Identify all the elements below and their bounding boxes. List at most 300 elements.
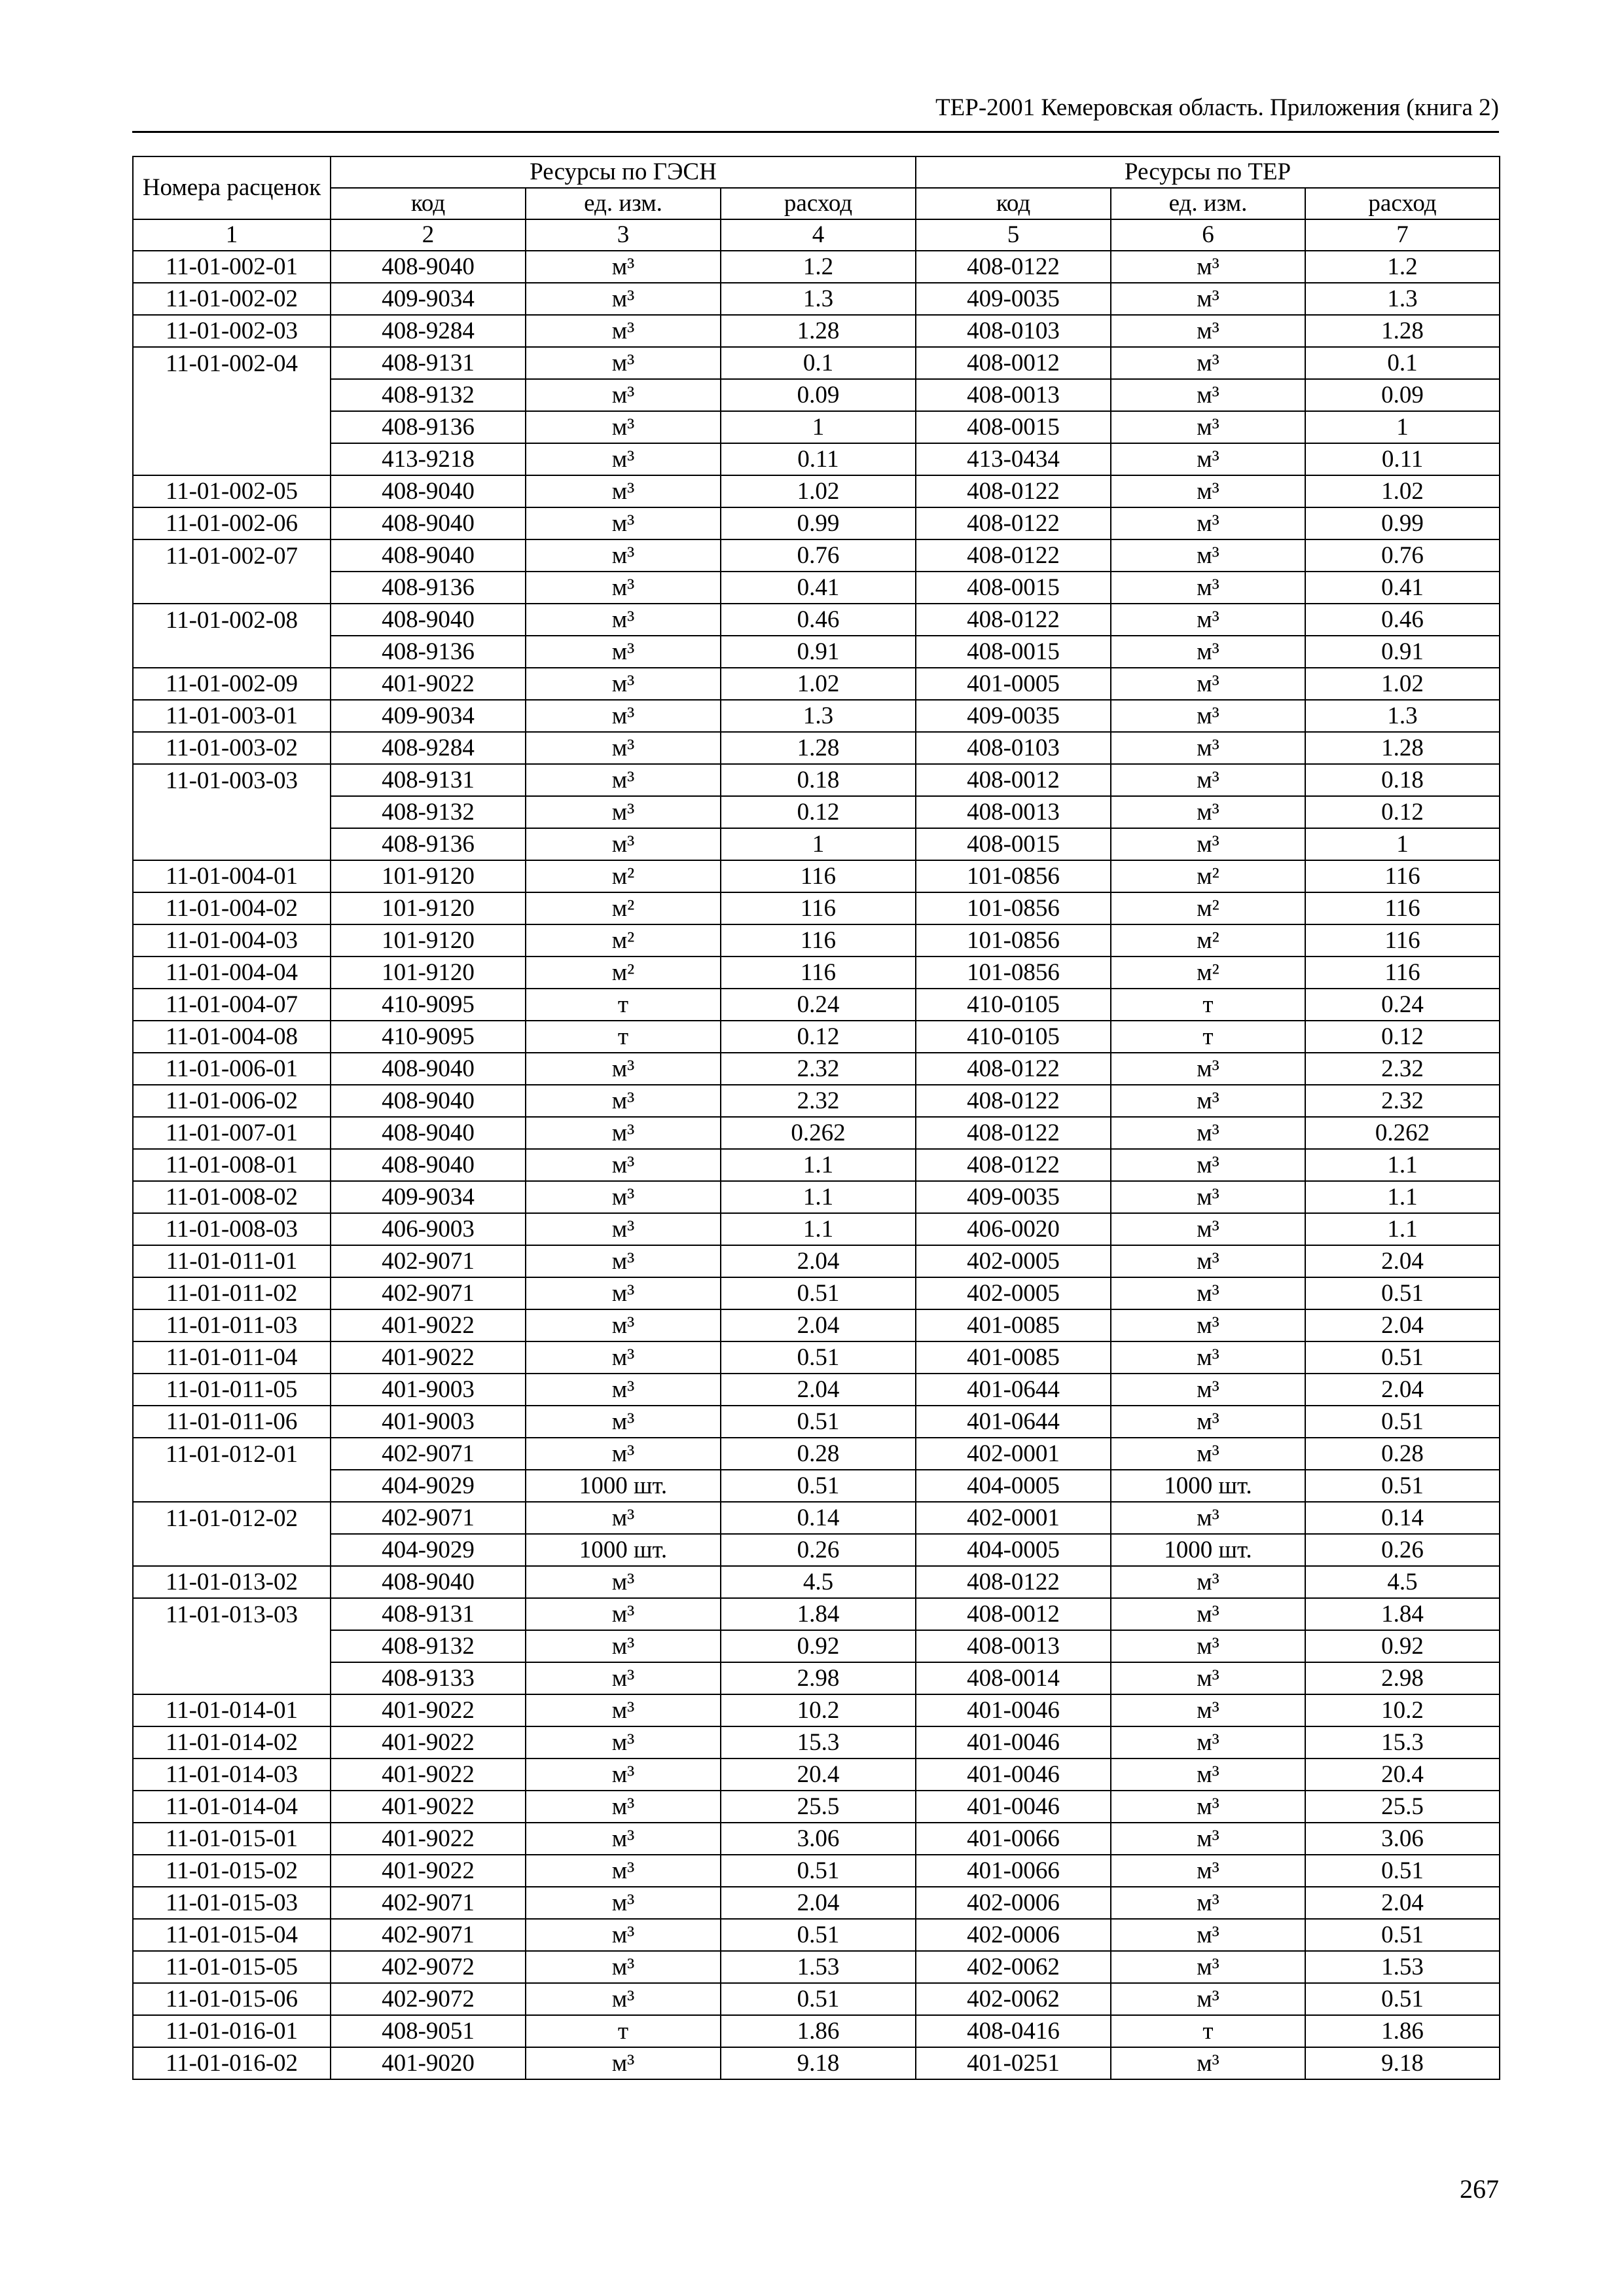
table-row — [133, 379, 1500, 411]
ter-consumption-cell: 2.32 — [1305, 1085, 1500, 1117]
ter-unit-cell: м³ — [1111, 668, 1305, 700]
table-row — [133, 1694, 1500, 1726]
gesn-code-cell: 408-9136 — [331, 572, 526, 604]
ter-unit-cell: м³ — [1111, 700, 1305, 732]
table-row — [133, 539, 1500, 572]
gesn-code-cell: 408-9136 — [331, 636, 526, 668]
gesn-code-cell: 408-9132 — [331, 379, 526, 411]
ter-code-cell: 401-0046 — [916, 1791, 1111, 1823]
rate-number-cell: 11-01-008-03 — [133, 1213, 331, 1245]
table-row — [133, 1438, 1500, 1470]
table-row — [133, 1406, 1500, 1438]
ter-unit-cell: м³ — [1111, 2047, 1305, 2079]
gesn-code-cell: 401-9022 — [331, 1341, 526, 1374]
gesn-consumption-cell: 2.04 — [721, 1245, 916, 1277]
rate-number-cell: 11-01-003-01 — [133, 700, 331, 732]
rate-number-cell: 11-01-004-01 — [133, 860, 331, 892]
ter-consumption-cell: 0.51 — [1305, 1855, 1500, 1887]
gesn-unit-cell: м³ — [526, 1149, 721, 1181]
gesn-unit-cell: м³ — [526, 1374, 721, 1406]
gesn-unit-cell: м³ — [526, 1085, 721, 1117]
rate-number-cell — [133, 796, 331, 828]
rate-number-cell: 11-01-004-04 — [133, 957, 331, 989]
ter-unit-cell: м³ — [1111, 1341, 1305, 1374]
rate-number-cell: 11-01-006-01 — [133, 1053, 331, 1085]
gesn-consumption-cell: 1.1 — [721, 1213, 916, 1245]
gesn-code-cell: 408-9136 — [331, 411, 526, 443]
rate-number-cell — [133, 1534, 331, 1566]
ter-code-cell: 101-0856 — [916, 957, 1111, 989]
rate-number-cell — [133, 379, 331, 411]
table-row — [133, 700, 1500, 732]
ter-code-cell: 404-0005 — [916, 1534, 1111, 1566]
ter-code-cell: 408-0014 — [916, 1662, 1111, 1694]
subheader-ter-consumption: расход — [1305, 188, 1500, 219]
gesn-code-cell: 408-9131 — [331, 764, 526, 796]
ter-unit-cell: м³ — [1111, 1085, 1305, 1117]
gesn-consumption-cell: 0.1 — [721, 347, 916, 379]
gesn-code-cell: 408-9040 — [331, 1566, 526, 1598]
gesn-consumption-cell: 116 — [721, 957, 916, 989]
column-number: 3 — [526, 219, 721, 251]
rate-number-cell: 11-01-002-07 — [133, 539, 331, 572]
rate-number-cell: 11-01-014-02 — [133, 1726, 331, 1758]
gesn-consumption-cell: 1 — [721, 828, 916, 860]
ter-unit-cell: м³ — [1111, 828, 1305, 860]
table-row — [133, 1919, 1500, 1951]
gesn-code-cell: 409-9034 — [331, 700, 526, 732]
table-row — [133, 1823, 1500, 1855]
ter-consumption-cell: 1.3 — [1305, 700, 1500, 732]
ter-consumption-cell: 1.1 — [1305, 1181, 1500, 1213]
gesn-consumption-cell: 0.51 — [721, 1341, 916, 1374]
gesn-consumption-cell: 0.12 — [721, 796, 916, 828]
gesn-unit-cell: м² — [526, 892, 721, 924]
ter-unit-cell: м³ — [1111, 1406, 1305, 1438]
gesn-consumption-cell: 25.5 — [721, 1791, 916, 1823]
ter-code-cell: 408-0013 — [916, 1630, 1111, 1662]
gesn-unit-cell: м² — [526, 957, 721, 989]
gesn-unit-cell: м³ — [526, 1951, 721, 1983]
rate-number-cell — [133, 1662, 331, 1694]
table-row — [133, 283, 1500, 315]
header-ter-resources: Ресурсы по ТЕР — [916, 156, 1500, 188]
ter-code-cell: 408-0122 — [916, 539, 1111, 572]
gesn-code-cell: 408-9136 — [331, 828, 526, 860]
ter-consumption-cell: 116 — [1305, 924, 1500, 957]
ter-unit-cell: м³ — [1111, 1887, 1305, 1919]
ter-code-cell: 408-0122 — [916, 604, 1111, 636]
gesn-code-cell: 408-9040 — [331, 1149, 526, 1181]
gesn-consumption-cell: 1.28 — [721, 732, 916, 764]
table-row — [133, 1887, 1500, 1919]
ter-unit-cell: м³ — [1111, 1598, 1305, 1630]
table-body — [133, 251, 1500, 2079]
ter-consumption-cell: 25.5 — [1305, 1791, 1500, 1823]
gesn-consumption-cell: 0.18 — [721, 764, 916, 796]
rate-number-cell: 11-01-002-04 — [133, 347, 331, 379]
ter-consumption-cell: 0.51 — [1305, 1277, 1500, 1309]
header-rate-numbers: Номера расценок — [133, 156, 331, 219]
ter-code-cell: 408-0015 — [916, 411, 1111, 443]
gesn-code-cell: 401-9003 — [331, 1406, 526, 1438]
ter-consumption-cell: 0.51 — [1305, 1406, 1500, 1438]
ter-unit-cell: м³ — [1111, 443, 1305, 475]
ter-unit-cell: м³ — [1111, 636, 1305, 668]
rate-number-cell: 11-01-015-04 — [133, 1919, 331, 1951]
ter-consumption-cell: 0.91 — [1305, 636, 1500, 668]
rate-number-cell — [133, 443, 331, 475]
gesn-code-cell: 401-9020 — [331, 2047, 526, 2079]
ter-code-cell: 408-0122 — [916, 1085, 1111, 1117]
ter-unit-cell: м³ — [1111, 764, 1305, 796]
ter-unit-cell: т — [1111, 1021, 1305, 1053]
rate-number-cell — [133, 636, 331, 668]
gesn-consumption-cell: 0.51 — [721, 1855, 916, 1887]
gesn-consumption-cell: 116 — [721, 860, 916, 892]
gesn-unit-cell: м³ — [526, 1887, 721, 1919]
ter-consumption-cell: 2.04 — [1305, 1887, 1500, 1919]
gesn-code-cell: 408-9131 — [331, 1598, 526, 1630]
ter-consumption-cell: 0.11 — [1305, 443, 1500, 475]
ter-unit-cell: м³ — [1111, 315, 1305, 347]
gesn-unit-cell: т — [526, 989, 721, 1021]
ter-unit-cell: м³ — [1111, 283, 1305, 315]
gesn-code-cell: 408-9040 — [331, 1085, 526, 1117]
gesn-consumption-cell: 0.41 — [721, 572, 916, 604]
gesn-code-cell: 402-9071 — [331, 1887, 526, 1919]
ter-code-cell: 408-0015 — [916, 636, 1111, 668]
table-row — [133, 411, 1500, 443]
ter-code-cell: 401-0046 — [916, 1694, 1111, 1726]
ter-code-cell: 408-0122 — [916, 1053, 1111, 1085]
ter-consumption-cell: 0.99 — [1305, 507, 1500, 539]
gesn-code-cell: 402-9071 — [331, 1438, 526, 1470]
table-row — [133, 1085, 1500, 1117]
table-row — [133, 507, 1500, 539]
ter-consumption-cell: 0.46 — [1305, 604, 1500, 636]
ter-unit-cell: м³ — [1111, 1983, 1305, 2015]
gesn-unit-cell: м³ — [526, 1181, 721, 1213]
gesn-code-cell: 413-9218 — [331, 443, 526, 475]
gesn-unit-cell: м³ — [526, 315, 721, 347]
rate-number-cell: 11-01-011-04 — [133, 1341, 331, 1374]
ter-unit-cell: м³ — [1111, 251, 1305, 283]
ter-consumption-cell: 0.51 — [1305, 1983, 1500, 2015]
gesn-unit-cell: м³ — [526, 572, 721, 604]
gesn-code-cell: 402-9072 — [331, 1983, 526, 2015]
gesn-code-cell: 101-9120 — [331, 860, 526, 892]
rate-number-cell: 11-01-002-08 — [133, 604, 331, 636]
ter-unit-cell: м³ — [1111, 1823, 1305, 1855]
ter-consumption-cell: 0.76 — [1305, 539, 1500, 572]
rate-number-cell — [133, 1630, 331, 1662]
rate-number-cell: 11-01-002-02 — [133, 283, 331, 315]
rate-number-cell: 11-01-015-06 — [133, 1983, 331, 2015]
ter-code-cell: 401-0251 — [916, 2047, 1111, 2079]
ter-unit-cell: м³ — [1111, 1374, 1305, 1406]
ter-unit-cell: м² — [1111, 957, 1305, 989]
ter-code-cell: 413-0434 — [916, 443, 1111, 475]
gesn-code-cell: 408-9040 — [331, 1117, 526, 1149]
gesn-unit-cell: м³ — [526, 283, 721, 315]
ter-code-cell: 408-0015 — [916, 572, 1111, 604]
header-gesn-resources: Ресурсы по ГЭСН — [331, 156, 916, 188]
gesn-unit-cell: м³ — [526, 1823, 721, 1855]
rate-number-cell: 11-01-011-01 — [133, 1245, 331, 1277]
subheader-ter-unit: ед. изм. — [1111, 188, 1305, 219]
ter-consumption-cell: 1.84 — [1305, 1598, 1500, 1630]
gesn-unit-cell: м³ — [526, 1694, 721, 1726]
gesn-unit-cell: м³ — [526, 1438, 721, 1470]
ter-unit-cell: м³ — [1111, 1566, 1305, 1598]
ter-consumption-cell: 0.51 — [1305, 1470, 1500, 1502]
ter-unit-cell: м³ — [1111, 1791, 1305, 1823]
rate-number-cell: 11-01-002-09 — [133, 668, 331, 700]
rate-number-cell: 11-01-002-03 — [133, 315, 331, 347]
ter-unit-cell: м³ — [1111, 604, 1305, 636]
ter-code-cell: 408-0103 — [916, 315, 1111, 347]
ter-consumption-cell: 0.12 — [1305, 796, 1500, 828]
ter-code-cell: 408-0103 — [916, 732, 1111, 764]
ter-unit-cell: м³ — [1111, 347, 1305, 379]
gesn-unit-cell: м³ — [526, 1406, 721, 1438]
ter-code-cell: 406-0020 — [916, 1213, 1111, 1245]
ter-unit-cell: м³ — [1111, 1277, 1305, 1309]
gesn-unit-cell: т — [526, 2015, 721, 2047]
gesn-unit-cell: м³ — [526, 1758, 721, 1791]
ter-consumption-cell: 10.2 — [1305, 1694, 1500, 1726]
table-row — [133, 1630, 1500, 1662]
gesn-code-cell: 101-9120 — [331, 892, 526, 924]
ter-unit-cell: м³ — [1111, 796, 1305, 828]
gesn-code-cell: 409-9034 — [331, 1181, 526, 1213]
gesn-unit-cell: м³ — [526, 1919, 721, 1951]
gesn-consumption-cell: 0.28 — [721, 1438, 916, 1470]
gesn-consumption-cell: 1.3 — [721, 283, 916, 315]
ter-unit-cell: м³ — [1111, 1181, 1305, 1213]
ter-code-cell: 408-0122 — [916, 507, 1111, 539]
gesn-consumption-cell: 2.04 — [721, 1374, 916, 1406]
table-row — [133, 1341, 1500, 1374]
gesn-unit-cell: м³ — [526, 700, 721, 732]
gesn-consumption-cell: 0.26 — [721, 1534, 916, 1566]
rate-number-cell: 11-01-004-08 — [133, 1021, 331, 1053]
ter-unit-cell: т — [1111, 2015, 1305, 2047]
table-row — [133, 732, 1500, 764]
rate-number-cell: 11-01-013-03 — [133, 1598, 331, 1630]
gesn-consumption-cell: 0.91 — [721, 636, 916, 668]
ter-code-cell: 408-0013 — [916, 379, 1111, 411]
gesn-code-cell: 401-9022 — [331, 1726, 526, 1758]
gesn-code-cell: 404-9029 — [331, 1534, 526, 1566]
gesn-code-cell: 101-9120 — [331, 957, 526, 989]
ter-consumption-cell: 1.2 — [1305, 251, 1500, 283]
ter-code-cell: 401-0644 — [916, 1374, 1111, 1406]
gesn-consumption-cell: 0.76 — [721, 539, 916, 572]
rate-number-cell: 11-01-012-02 — [133, 1502, 331, 1534]
ter-consumption-cell: 2.04 — [1305, 1309, 1500, 1341]
table-row — [133, 1983, 1500, 2015]
ter-code-cell: 408-0012 — [916, 1598, 1111, 1630]
ter-code-cell: 402-0006 — [916, 1887, 1111, 1919]
ter-unit-cell: м³ — [1111, 507, 1305, 539]
table-row — [133, 1277, 1500, 1309]
gesn-unit-cell: м³ — [526, 1309, 721, 1341]
ter-consumption-cell: 116 — [1305, 957, 1500, 989]
gesn-consumption-cell: 2.04 — [721, 1309, 916, 1341]
gesn-unit-cell: м³ — [526, 1277, 721, 1309]
table-row — [133, 347, 1500, 379]
gesn-unit-cell: м³ — [526, 1662, 721, 1694]
gesn-consumption-cell: 0.09 — [721, 379, 916, 411]
rate-number-cell: 11-01-011-03 — [133, 1309, 331, 1341]
rate-number-cell: 11-01-003-03 — [133, 764, 331, 796]
ter-code-cell: 402-0001 — [916, 1502, 1111, 1534]
gesn-code-cell: 408-9133 — [331, 1662, 526, 1694]
rate-number-cell: 11-01-007-01 — [133, 1117, 331, 1149]
ter-unit-cell: м² — [1111, 924, 1305, 957]
rate-number-cell: 11-01-008-01 — [133, 1149, 331, 1181]
gesn-code-cell: 408-9040 — [331, 604, 526, 636]
ter-unit-cell: м³ — [1111, 572, 1305, 604]
gesn-code-cell: 401-9022 — [331, 1309, 526, 1341]
ter-consumption-cell: 0.51 — [1305, 1341, 1500, 1374]
gesn-code-cell: 402-9072 — [331, 1951, 526, 1983]
gesn-consumption-cell: 0.92 — [721, 1630, 916, 1662]
gesn-consumption-cell: 3.06 — [721, 1823, 916, 1855]
gesn-consumption-cell: 1.86 — [721, 2015, 916, 2047]
gesn-consumption-cell: 1.53 — [721, 1951, 916, 1983]
ter-code-cell: 401-0066 — [916, 1823, 1111, 1855]
ter-code-cell: 101-0856 — [916, 860, 1111, 892]
page-number: 267 — [1460, 2174, 1499, 2204]
table-row — [133, 1053, 1500, 1085]
ter-code-cell: 401-0046 — [916, 1758, 1111, 1791]
gesn-consumption-cell: 15.3 — [721, 1726, 916, 1758]
gesn-consumption-cell: 20.4 — [721, 1758, 916, 1791]
subheader-gesn-consumption: расход — [721, 188, 916, 219]
ter-unit-cell: м³ — [1111, 411, 1305, 443]
table-row — [133, 1181, 1500, 1213]
gesn-consumption-cell: 1.02 — [721, 668, 916, 700]
gesn-code-cell: 404-9029 — [331, 1470, 526, 1502]
gesn-unit-cell: м³ — [526, 636, 721, 668]
header-title: ТЕР-2001 Кемеровская область. Приложения (книга 2) — [935, 94, 1499, 121]
gesn-code-cell: 401-9022 — [331, 1694, 526, 1726]
gesn-consumption-cell: 1.1 — [721, 1181, 916, 1213]
rate-number-cell — [133, 411, 331, 443]
ter-code-cell: 408-0122 — [916, 251, 1111, 283]
rate-number-cell: 11-01-003-02 — [133, 732, 331, 764]
table-row — [133, 764, 1500, 796]
gesn-code-cell: 402-9071 — [331, 1245, 526, 1277]
page-header — [132, 92, 1499, 133]
rate-number-cell: 11-01-016-01 — [133, 2015, 331, 2047]
ter-code-cell: 402-0001 — [916, 1438, 1111, 1470]
gesn-consumption-cell: 0.46 — [721, 604, 916, 636]
ter-unit-cell: т — [1111, 989, 1305, 1021]
column-number: 1 — [133, 219, 331, 251]
ter-consumption-cell: 0.262 — [1305, 1117, 1500, 1149]
gesn-unit-cell: м³ — [526, 668, 721, 700]
gesn-consumption-cell: 1.3 — [721, 700, 916, 732]
gesn-code-cell: 408-9040 — [331, 475, 526, 507]
rate-number-cell: 11-01-015-03 — [133, 1887, 331, 1919]
ter-unit-cell: м³ — [1111, 539, 1305, 572]
ter-consumption-cell: 1.1 — [1305, 1149, 1500, 1181]
gesn-consumption-cell: 4.5 — [721, 1566, 916, 1598]
column-number: 2 — [331, 219, 526, 251]
ter-consumption-cell: 116 — [1305, 860, 1500, 892]
ter-consumption-cell: 15.3 — [1305, 1726, 1500, 1758]
table-row — [133, 572, 1500, 604]
ter-unit-cell: м³ — [1111, 1502, 1305, 1534]
table-row — [133, 924, 1500, 957]
gesn-code-cell: 408-9132 — [331, 796, 526, 828]
gesn-consumption-cell: 0.24 — [721, 989, 916, 1021]
table-row — [133, 1662, 1500, 1694]
gesn-code-cell: 406-9003 — [331, 1213, 526, 1245]
rate-number-cell: 11-01-013-02 — [133, 1566, 331, 1598]
ter-code-cell: 408-0122 — [916, 1149, 1111, 1181]
ter-consumption-cell: 0.41 — [1305, 572, 1500, 604]
gesn-code-cell: 408-9040 — [331, 507, 526, 539]
gesn-unit-cell: м³ — [526, 475, 721, 507]
rate-number-cell: 11-01-015-05 — [133, 1951, 331, 1983]
ter-consumption-cell: 1.28 — [1305, 315, 1500, 347]
ter-code-cell: 408-0122 — [916, 1117, 1111, 1149]
gesn-unit-cell: м³ — [526, 1855, 721, 1887]
ter-code-cell: 402-0005 — [916, 1277, 1111, 1309]
gesn-unit-cell: 1000 шт. — [526, 1534, 721, 1566]
gesn-unit-cell: м³ — [526, 443, 721, 475]
rate-number-cell: 11-01-008-02 — [133, 1181, 331, 1213]
ter-consumption-cell: 1.1 — [1305, 1213, 1500, 1245]
ter-code-cell: 402-0062 — [916, 1951, 1111, 1983]
ter-code-cell: 408-0122 — [916, 475, 1111, 507]
rate-number-cell: 11-01-011-02 — [133, 1277, 331, 1309]
gesn-code-cell: 410-9095 — [331, 1021, 526, 1053]
gesn-code-cell: 401-9022 — [331, 1855, 526, 1887]
gesn-unit-cell: м³ — [526, 764, 721, 796]
column-number: 6 — [1111, 219, 1305, 251]
ter-unit-cell: м³ — [1111, 1117, 1305, 1149]
table-row — [133, 251, 1500, 283]
gesn-consumption-cell: 2.32 — [721, 1085, 916, 1117]
ter-consumption-cell: 1 — [1305, 828, 1500, 860]
subheader-ter-code: код — [916, 188, 1111, 219]
table-row — [133, 475, 1500, 507]
ter-consumption-cell: 4.5 — [1305, 1566, 1500, 1598]
gesn-unit-cell: м³ — [526, 411, 721, 443]
ter-code-cell: 410-0105 — [916, 989, 1111, 1021]
ter-unit-cell: м³ — [1111, 1758, 1305, 1791]
gesn-unit-cell: м³ — [526, 1053, 721, 1085]
gesn-consumption-cell: 9.18 — [721, 2047, 916, 2079]
ter-consumption-cell: 0.14 — [1305, 1502, 1500, 1534]
ter-code-cell: 409-0035 — [916, 700, 1111, 732]
gesn-unit-cell: м² — [526, 924, 721, 957]
gesn-code-cell: 410-9095 — [331, 989, 526, 1021]
ter-unit-cell: м² — [1111, 860, 1305, 892]
rate-number-cell: 11-01-014-03 — [133, 1758, 331, 1791]
gesn-unit-cell: м³ — [526, 796, 721, 828]
ter-unit-cell: м³ — [1111, 1149, 1305, 1181]
ter-unit-cell: м³ — [1111, 379, 1305, 411]
gesn-code-cell: 408-9284 — [331, 732, 526, 764]
rate-number-cell: 11-01-015-01 — [133, 1823, 331, 1855]
